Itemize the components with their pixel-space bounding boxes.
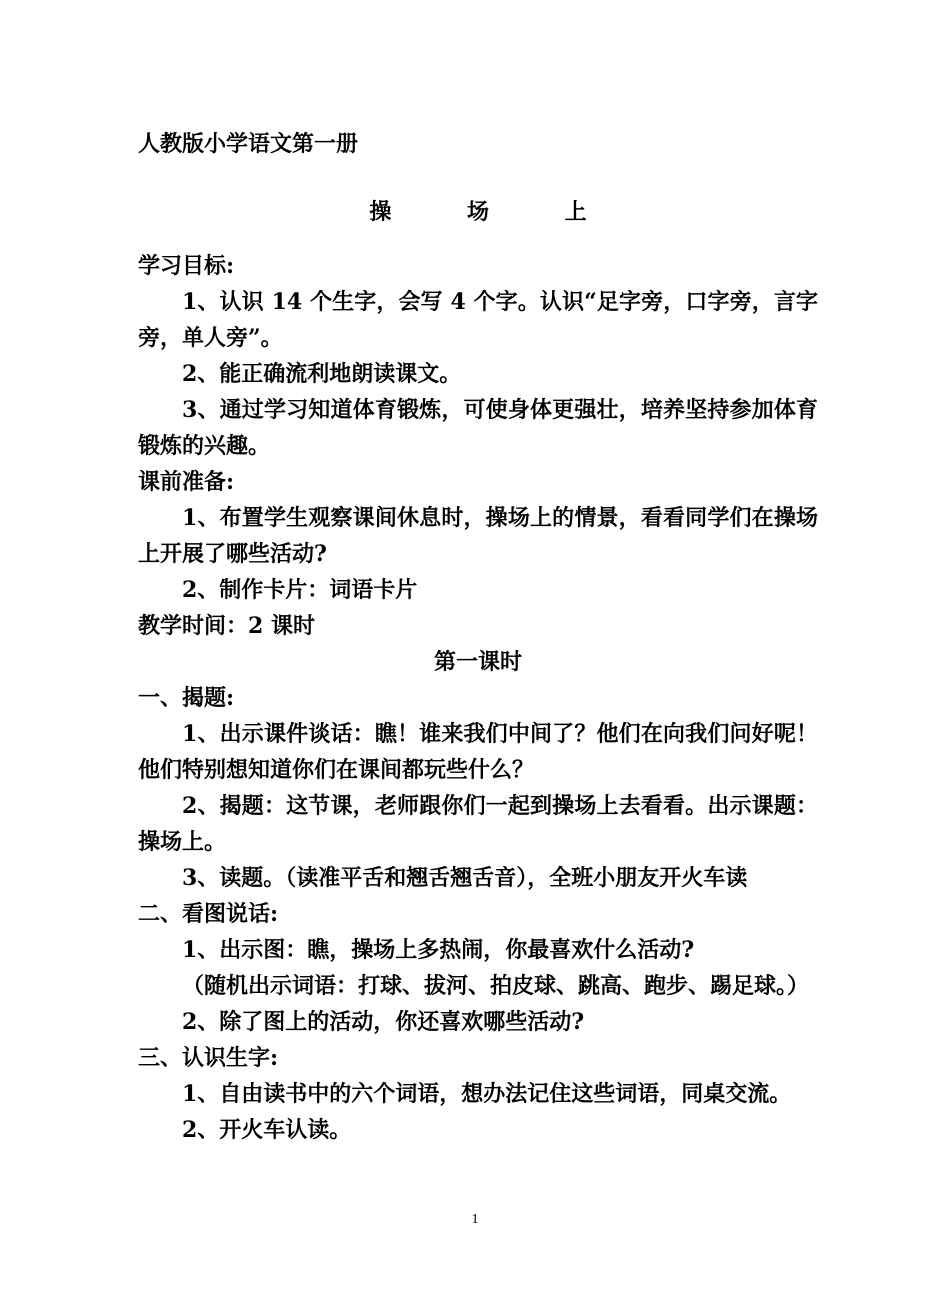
section-item: 1、自由读书中的六个词语，想办法记住这些词语，同桌交流。 [182,1081,792,1107]
section-heading-3: 三、认识生字: [138,1045,279,1071]
section-item: 2、开火车认读。 [182,1117,352,1143]
section-item: 2、除了图上的活动，你还喜欢哪些活动? [182,1009,585,1035]
section-item: 1、出示图：瞧，操场上多热闹，你最喜欢什么活动? [182,937,695,963]
objective-item: 3、通过学习知道体育锻炼，可使身体更强壮，培养坚持参加体育锻炼的兴趣。 [138,397,818,459]
section-item: 1、出示课件谈话：瞧！谁来我们中间了？他们在向我们问好呢！他们特别想知道你们在课间都玩些什么？ [138,721,818,783]
objective-item: 1、认识 14 个生字，会写 4 个字。认识“足字旁，口字旁，言字旁，单人旁”。 [138,289,818,351]
document-title: 操 场 上 [369,199,621,225]
document-page [138,126,818,1148]
objectives-heading: 学习目标: [138,253,235,279]
page-number: 1 [471,1212,479,1227]
section-heading-1: 一、揭题: [138,685,235,711]
section-heading-2: 二、看图说话: [138,901,279,927]
preparation-item: 1、布置学生观察课间休息时，操场上的情景，看看同学们在操场上开展了哪些活动? [138,505,818,567]
section-item: （随机出示词语：打球、拔河、拍皮球、跳高、跑步、踢足球。） [182,973,810,999]
section-item: 2、揭题：这节课，老师跟你们一起到操场上去看看。出示课题：操场上。 [138,793,818,855]
preparation-item: 2、制作卡片：词语卡片 [182,577,418,603]
preparation-heading: 课前准备: [138,469,235,495]
teaching-time: 教学时间：2 课时 [138,613,315,639]
document-header: 人教版小学语文第一册 [138,131,359,157]
lesson-title: 第一课时 [433,649,522,675]
title-spacer [138,230,818,248]
objective-item: 2、能正确流利地朗读课文。 [182,361,462,387]
section-item: 3、读题。（读准平舌和翘舌翘舌音），全班小朋友开火车读 [182,865,748,891]
